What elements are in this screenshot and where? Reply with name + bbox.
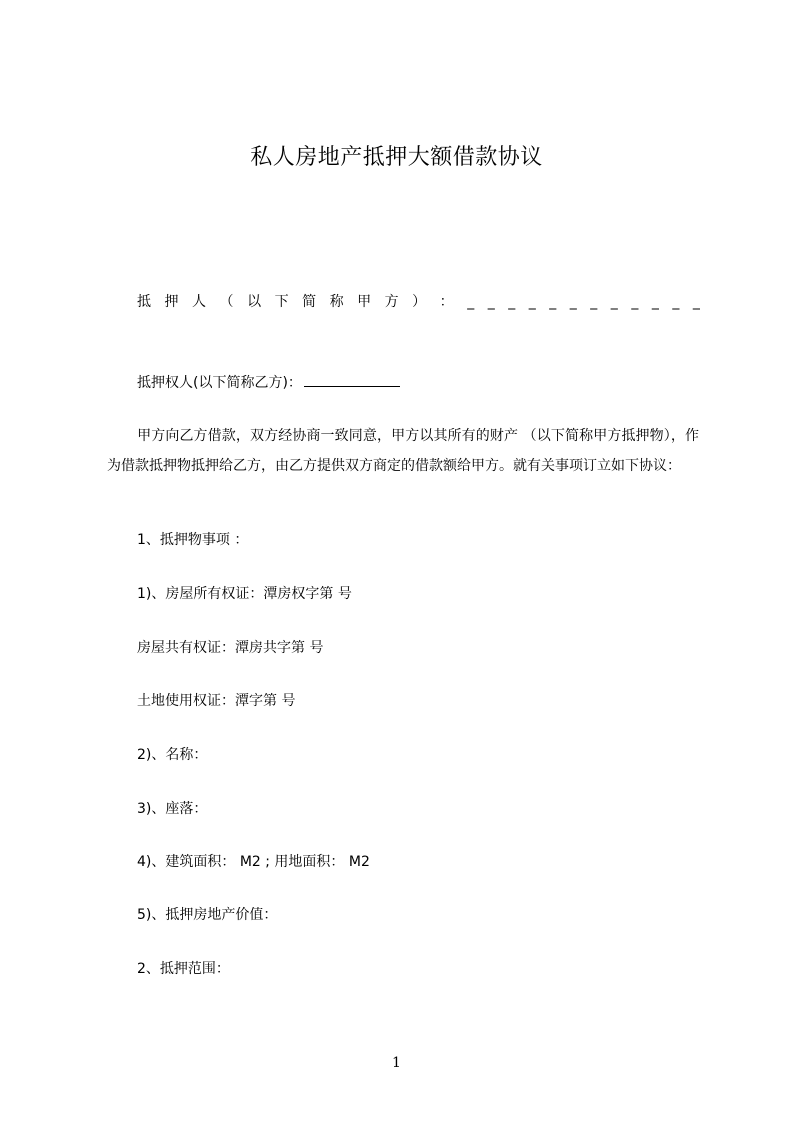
pledgee-line (137, 372, 400, 393)
pledgor-char: _ (610, 294, 618, 310)
intro-text: 甲方向乙方借款，双方经协商一致同意，甲方以其所有的财产 （以下简称甲方抵押物），作为借款抵押物抵押给乙方，由乙方提供双方商定的借款额给甲方。就有关事项订立如下协议： (107, 428, 699, 474)
pledgor-char: 以 (247, 294, 262, 310)
item-land-use: 土地使用权证：潭字第 号 (137, 693, 296, 709)
pledgor-char: _ (651, 294, 659, 310)
pledgee-label: 抵押权人(以下简称乙方)： (137, 375, 302, 391)
pledgor-char: （ (219, 294, 234, 310)
pledgor-char: _ (508, 294, 516, 310)
pledgor-char: _ (487, 294, 495, 310)
item-1: 1、抵押物事项 ： (137, 532, 249, 548)
pledgor-char: _ (528, 294, 536, 310)
pledgor-line (137, 292, 700, 312)
document-title: 私人房地产抵押大额借款协议 (250, 145, 543, 170)
pledgor-char: ： (439, 294, 454, 310)
pledgor-char: _ (672, 294, 680, 310)
pledgor-char: _ (467, 294, 475, 310)
pledgor-char: 抵 (137, 294, 151, 310)
item-location: 3)、座落： (137, 801, 208, 817)
item-area: 4)、建筑面积： M2 ; 用地面积： M2 (137, 854, 370, 870)
pledgor-char: 下 (274, 294, 289, 310)
page-number: 1 (392, 1055, 401, 1071)
pledgor-char: _ (631, 294, 639, 310)
item-1-1: 1)、房屋所有权证：潭房权字第 号 (137, 586, 352, 602)
pledgor-char: _ (549, 294, 557, 310)
pledgor-char: 押 (164, 294, 179, 310)
pledgee-blank (304, 372, 400, 387)
item-scope: 2、抵押范围： (137, 961, 230, 977)
pledgor-char: 称 (329, 294, 344, 310)
pledgor-char: _ (569, 294, 577, 310)
pledgor-char: 甲 (357, 294, 372, 310)
pledgor-char: _ (692, 294, 700, 310)
item-co-ownership: 房屋共有权证：潭房共字第 号 (137, 640, 324, 656)
pledgor-char: 简 (302, 294, 317, 310)
pledgor-char: 人 (192, 294, 207, 310)
pledgor-char: 方 (384, 294, 399, 310)
item-value: 5)、抵押房地产价值： (137, 907, 278, 923)
intro-paragraph (107, 421, 699, 481)
pledgor-char: _ (590, 294, 598, 310)
pledgor-char: ） (412, 294, 427, 310)
item-name: 2)、名称： (137, 747, 208, 763)
